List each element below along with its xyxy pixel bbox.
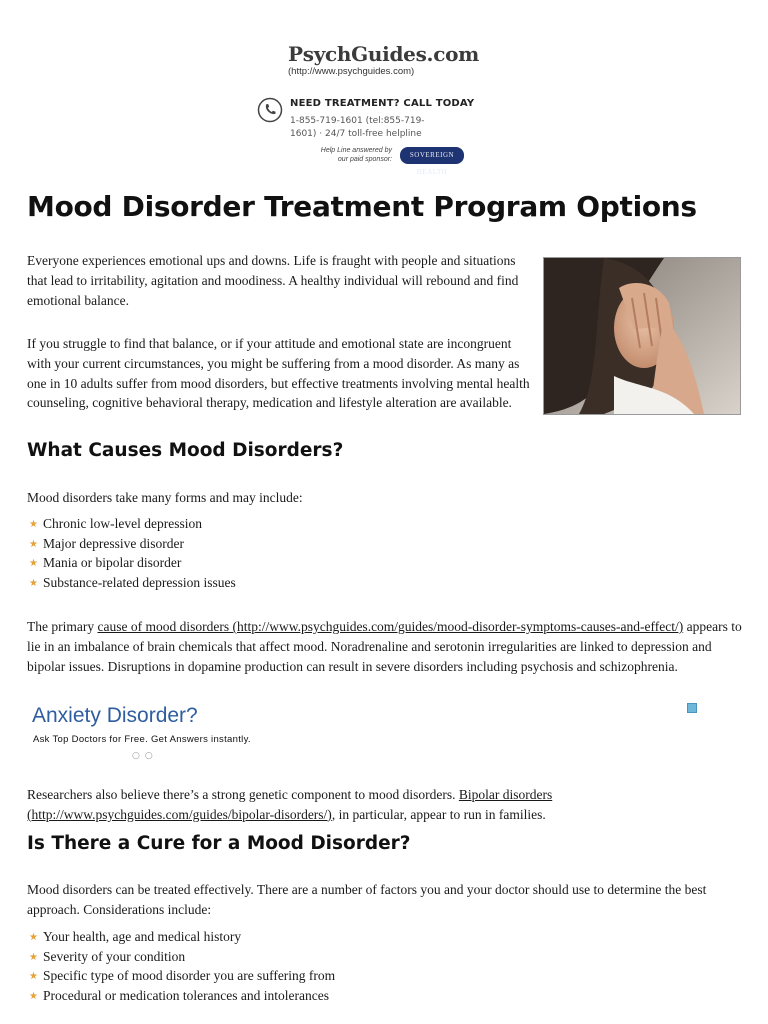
list-item [27, 534, 236, 554]
list-item-text: Substance-related depression issues [43, 574, 236, 590]
section-heading-causes: What Causes Mood Disorders? [27, 440, 344, 461]
sponsor-note: Help Line answered by our paid sponsor: [320, 147, 392, 163]
star-icon: ★ [29, 951, 38, 963]
causes-text-start: The primary [27, 619, 98, 634]
woman-holding-head-image [544, 258, 740, 414]
star-icon: ★ [29, 932, 38, 943]
list-item-text: Your health, age and medical history [43, 929, 242, 944]
list-item-text: Procedural or medication tolerances and intolerances [43, 987, 330, 1003]
advertisement[interactable] [27, 700, 703, 766]
intro-paragraph-1: Everyone experiences emotional ups and downs. Life is fraught with people and situations that lead to irritability, agitation and moodiness. A healthy individual will rebound and find emotional balance. [27, 253, 519, 308]
list-item [27, 573, 236, 593]
star-icon: ★ [29, 538, 38, 550]
list-item [27, 514, 236, 534]
causes-list [27, 514, 236, 592]
genetic-text-start: Researchers also believe there’s a strong genetic component to mood disorders. [27, 787, 459, 802]
cure-intro: Mood disorders can be treated effectively. There are a number of factors you and your doctor should use to determine the best approach. Considerations include: [27, 882, 707, 917]
cause-of-mood-disorders-link[interactable]: cause of mood disorders (http://www.psychguides.com/guides/mood-disorder-symptoms-causes-and-effect/) [97, 619, 684, 634]
star-icon: ★ [29, 558, 38, 570]
causes-paragraph [27, 617, 742, 676]
star-icon: ★ [29, 990, 38, 1002]
causes-text-end: appears to lie in an imbalance of brain chemicals that affect mood. Noradrenaline and serotonin irregularities are linked to depression and bipolar issues. Disruptions in dopamine production can result in severe disorders including psychosis and schizophrenia. [27, 619, 742, 674]
site-logo[interactable]: PsychGuides.com [288, 42, 479, 66]
section-heading-cure: Is There a Cure for a Mood Disorder? [27, 833, 411, 854]
list-item-text: Mania or bipolar disorder [43, 555, 182, 571]
ad-subtitle[interactable]: Ask Top Doctors for Free. Get Answers instantly. [33, 734, 251, 745]
page-title: Mood Disorder Treatment Program Options [27, 190, 697, 223]
article-photo [543, 257, 741, 415]
list-item [27, 966, 335, 986]
helpline-number[interactable]: 1-855-719-1601 (tel:855-719-1601) · 24/7 toll-free helpline [290, 116, 425, 139]
list-item-text: Major depressive disorder [43, 535, 184, 551]
list-item-text: Severity of your condition [43, 948, 186, 964]
sponsor-logo[interactable]: SOVEREIGN HEALTH [400, 147, 464, 164]
list-item [27, 927, 335, 947]
list-item-text: Chronic low-level depression [43, 516, 202, 531]
intro-paragraph-2: If you struggle to find that balance, or if your attitude and emotional state are incongruent with your current circumstances, you might be suffering from a mood disorder. As many as one in 10 adults suffer from mood disorders, but effective treatments involving mental health counseling, cognitive behavioral therapy, medication and lifestyle alteration are available. [27, 336, 530, 411]
star-icon: ★ [29, 519, 38, 530]
causes-intro: Mood disorders take many forms and may include: [27, 490, 303, 505]
call-to-action-heading: NEED TREATMENT? CALL TODAY [290, 98, 475, 109]
list-item [27, 947, 335, 967]
ad-choices-icon[interactable] [687, 703, 697, 713]
list-item-text: Specific type of mood disorder you are suffering from [43, 968, 336, 984]
list-item [27, 553, 236, 573]
bipolar-disorders-link[interactable]: Bipolar disorders (http://www.psychguides.com/guides/bipolar-disorders/) [27, 787, 553, 822]
site-url[interactable]: (http://www.psychguides.com) [288, 66, 415, 77]
genetic-paragraph [27, 785, 742, 825]
phone-icon [257, 97, 283, 123]
star-icon: ★ [29, 577, 38, 589]
ad-title[interactable]: Anxiety Disorder? [32, 704, 198, 727]
genetic-text-end: , in particular, appear to run in families. [331, 806, 546, 822]
considerations-list [27, 927, 335, 1005]
star-icon: ★ [29, 971, 38, 983]
site-header [0, 0, 768, 176]
list-item [27, 986, 335, 1006]
ad-carousel-dots[interactable]: ○○ [132, 751, 158, 761]
